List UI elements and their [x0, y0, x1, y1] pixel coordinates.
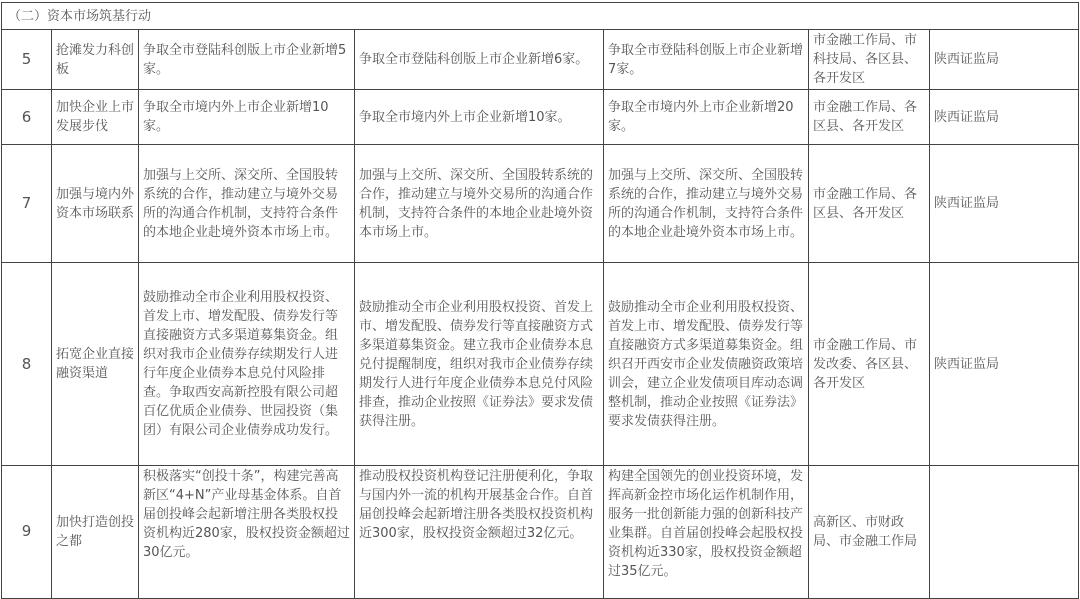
support-unit: 陕西证监局	[930, 263, 1079, 466]
target-a: 鼓励推动全市企业利用股权投资、首发上市、增发配股、债券发行等直接融资方式多渠道募集资金。组织对我市企业债券存续期发行人进行年度企业债券本息兑付风险排查。争取西安高新控股有限公司超百亿优质企业债券、世园投资（集团）有限公司企业债券成功发行。	[139, 263, 355, 466]
support-unit	[930, 466, 1079, 599]
row-number: 7	[2, 145, 52, 263]
section-header-row	[2, 3, 1079, 30]
row-number: 9	[2, 466, 52, 599]
target-b: 加强与上交所、深交所、全国股转系统的合作，推动建立与境外交易所的沟通合作机制，支持符合条件的本地企业赴境外资本市场上市。	[355, 145, 604, 263]
table-row	[2, 263, 1079, 466]
target-c: 加强与上交所、深交所、全国股转系统的合作，推动建立与境外交易所的沟通合作机制，支持符合条件的本地企业赴境外资本市场上市。	[604, 145, 809, 263]
target-b: 推动股权投资机构登记注册便利化，争取与国内外一流的机构开展基金合作。自首届创投峰会起新增注册各类股权投资机构近300家，股权投资金额超过32亿元。	[355, 466, 604, 599]
lead-unit: 市金融工作局、各区县、各开发区	[809, 90, 930, 145]
target-a: 积极落实“创投十条”，构建完善高新区“4+N”产业母基金体系。自首届创投峰会起新增注册各类股权投资机构近280家，股权投资金额超过30亿元。	[139, 466, 355, 599]
task-name: 加快企业上市发展步伐	[52, 90, 139, 145]
target-c: 争取全市境内外上市企业新增20家。	[604, 90, 809, 145]
lead-unit: 市金融工作局、各区县、各开发区	[809, 145, 930, 263]
target-c: 鼓励推动全市企业利用股权投资、首发上市、增发配股、债券发行等直接融资方式多渠道募集资金。组织召开西安市企业发债融资政策培训会，建立企业发债项目库动态调整机制，推动企业按照《证券法》要求发债获得注册。	[604, 263, 809, 466]
table-row	[2, 90, 1079, 145]
task-name: 抢滩发力科创板	[52, 30, 139, 90]
target-c: 构建全国领先的创业投资环境，发挥高新金控市场化运作机制作用，服务一批创新能力强的创新科技产业集群。自首届创投峰会起股权投资机构近330家，股权投资金额超过35亿元。	[604, 466, 809, 599]
target-a: 争取全市境内外上市企业新增10家。	[139, 90, 355, 145]
lead-unit: 市金融工作局、市发改委、各区县、各开发区	[809, 263, 930, 466]
row-number: 5	[2, 30, 52, 90]
table-row	[2, 30, 1079, 90]
target-b: 鼓励推动全市企业利用股权投资、首发上市、增发配股、债券发行等直接融资方式多渠道募集资金。建立我市企业债券本息兑付提醒制度，组织对我市企业债券存续期发行人进行年度企业债券本息兑付风险排查，推动企业按照《证券法》要求发债获得注册。	[355, 263, 604, 466]
lead-unit: 高新区、市财政局、市金融工作局	[809, 466, 930, 599]
section-title: （二）资本市场筑基行动	[2, 3, 1079, 30]
target-b: 争取全市登陆科创版上市企业新增6家。	[355, 30, 604, 90]
row-number: 6	[2, 90, 52, 145]
task-name: 加快打造创投之都	[52, 466, 139, 599]
target-a: 争取全市登陆科创版上市企业新增5家。	[139, 30, 355, 90]
task-name: 加强与境内外资本市场联系	[52, 145, 139, 263]
task-name: 拓宽企业直接融资渠道	[52, 263, 139, 466]
support-unit: 陕西证监局	[930, 90, 1079, 145]
capital-market-action-table	[1, 2, 1079, 599]
target-a: 加强与上交所、深交所、全国股转系统的合作，推动建立与境外交易所的沟通合作机制，支持符合条件的本地企业赴境外资本市场上市。	[139, 145, 355, 263]
target-b: 争取全市境内外上市企业新增10家。	[355, 90, 604, 145]
target-c: 争取全市登陆科创版上市企业新增7家。	[604, 30, 809, 90]
table-row	[2, 466, 1079, 599]
lead-unit: 市金融工作局、市科技局、各区县、各开发区	[809, 30, 930, 90]
row-number: 8	[2, 263, 52, 466]
support-unit: 陕西证监局	[930, 145, 1079, 263]
support-unit: 陕西证监局	[930, 30, 1079, 90]
table-row	[2, 145, 1079, 263]
